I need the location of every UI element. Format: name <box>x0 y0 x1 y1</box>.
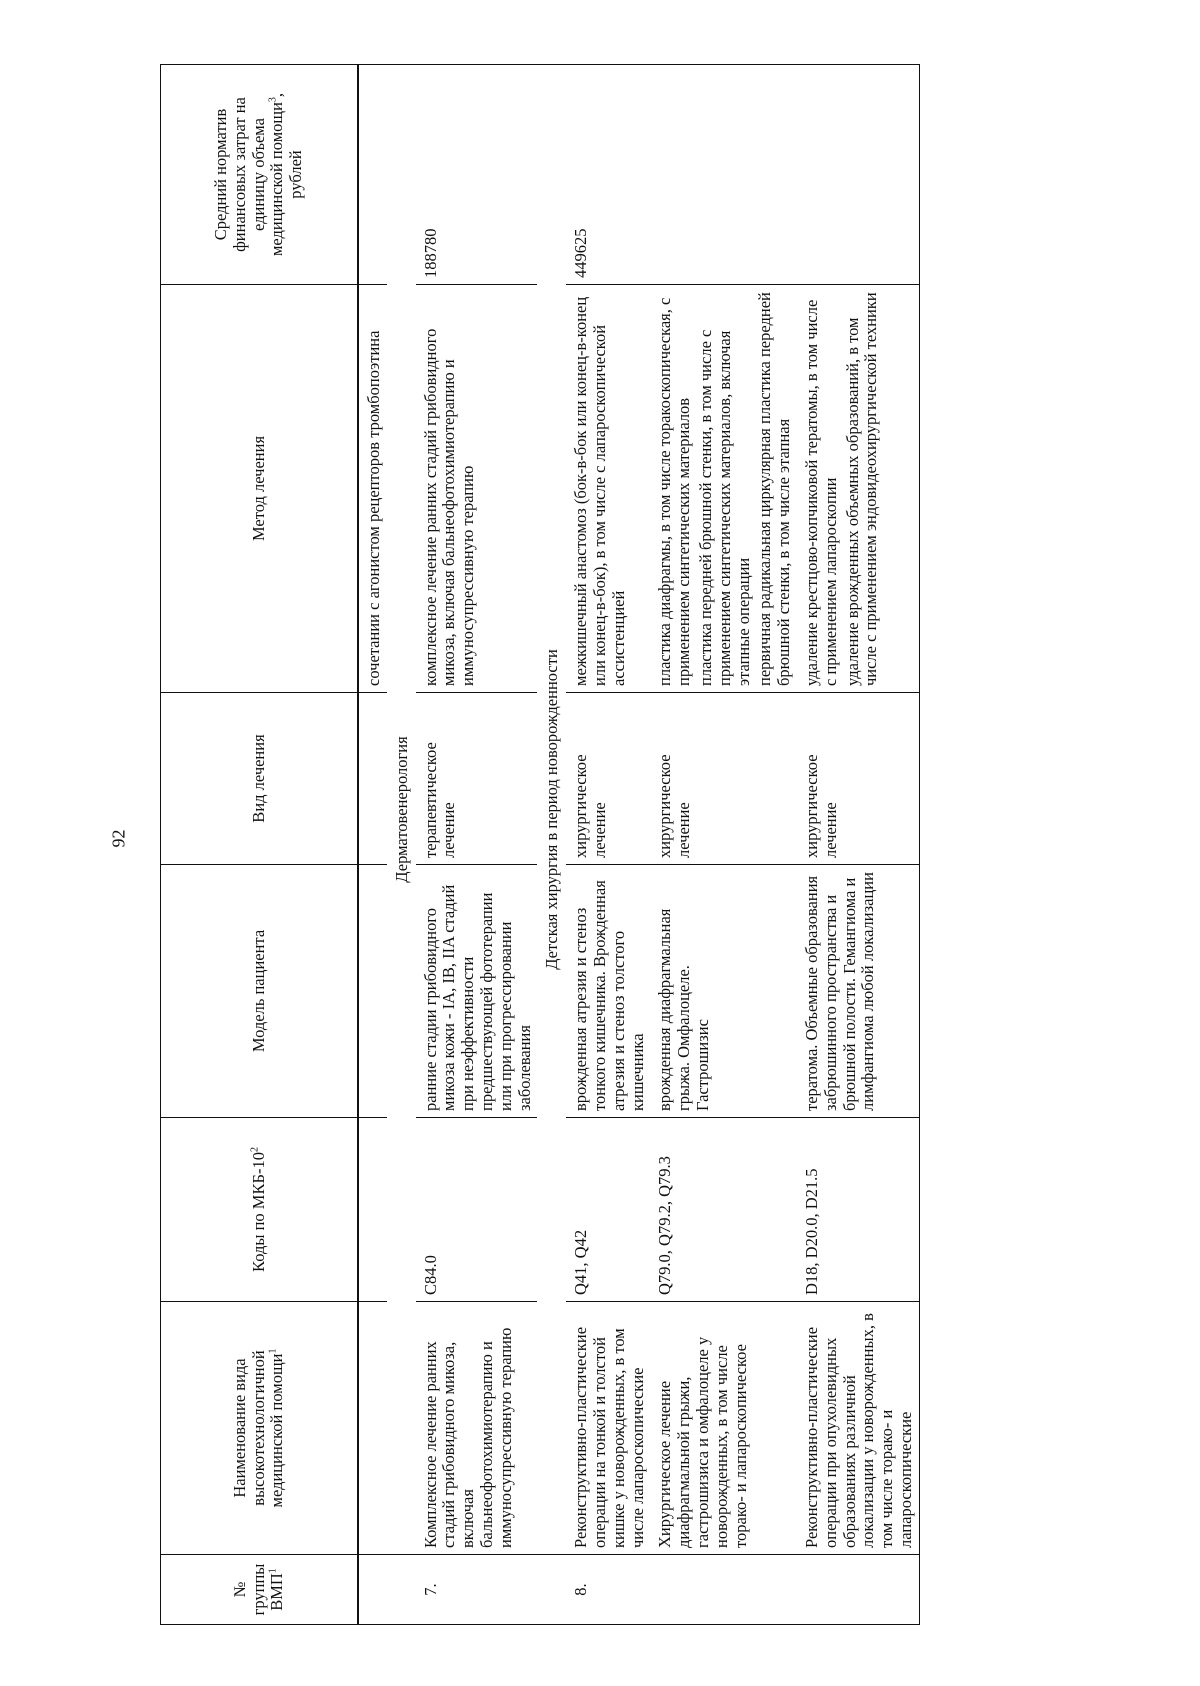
section-title: Дерматовенерология <box>387 65 416 1555</box>
table-row-continuation <box>358 65 387 1625</box>
table-row <box>797 65 919 1625</box>
method-cell: сочетании с агонистом рецепторов тромбопоэтина <box>358 285 387 693</box>
header-cost: Средний норматив финансовых затрат на единицу объема медицинской помощи$^3$, рублей <box>161 65 359 285</box>
codes-cell: Q41, Q42 <box>566 1118 650 1302</box>
header-model: Модель пациента <box>161 865 359 1118</box>
method-item: удаление врожденных объемных образований, в том числе с применением эндовидеохирургической техники <box>842 292 881 686</box>
codes-cell: D18, D20.0, D21.5 <box>797 1118 919 1302</box>
group-number-cell <box>797 1555 919 1625</box>
method-cell: межкишечный анастомоз (бок-в-бок или конец-в-конец или конец-в-бок), в том числе с лапароскопической ассистенцией <box>566 285 650 693</box>
section-row <box>387 65 416 1625</box>
group-number-cell <box>650 1555 797 1625</box>
method-item: удаление крестцово-копчиковой тератомы, в том числе с применением лапароскопии <box>801 299 840 686</box>
vmp-table <box>160 64 920 1625</box>
method-item: пластика передней брюшной стенки, в том числе с применением синтетических материалов, включая этапные операции <box>695 329 753 686</box>
method-item: пластика диафрагмы, в том числе торакоскопическая, с применением синтетических материалов <box>655 297 694 686</box>
rotated-table-container <box>160 65 1185 1625</box>
header-name: Наименование вида высокотехнологичной медицинской помощи$^1$ <box>161 1302 359 1555</box>
group-number-cell: 8. <box>566 1555 650 1625</box>
name-cell: Комплексное лечение ранних стадий грибовидного микоза, включая бальнеофотохимиотерапию и иммуносупрессивную терапию <box>416 1302 538 1555</box>
name-cell: Хирургическое лечение диафрагмальной грыжи, гастрошизиса и омфалоцеле у новорожденных, в том числе торако- и лапароскопическое <box>650 1302 797 1555</box>
method-cell <box>650 285 797 693</box>
method-item: первичная радикальная циркулярная пластика передней брюшной стенки, в том числе этапная <box>755 292 794 686</box>
model-cell: ранние стадии грибовидного микоза кожи - IA, IB, IIA стадий при неэффективности предшествующей фототерапии или при прогрессировании заболевания <box>416 865 538 1118</box>
header-kind: Вид лечения <box>161 693 359 865</box>
method-cell <box>797 285 919 693</box>
name-cell: Реконструктивно-пластические операции при опухолевидных образованиях различной локализации у новорожденных, в том числе торако- и лапароскопические <box>797 1302 919 1555</box>
table-header-row <box>161 65 359 1625</box>
table-row <box>650 65 797 1625</box>
header-group-number: № группы ВМП$^1$ <box>161 1555 359 1625</box>
kind-cell: хирургическое лечение <box>650 693 797 865</box>
cost-cell: 449625 <box>566 65 650 285</box>
table-row <box>566 65 650 1625</box>
codes-cell: Q79.0, Q79.2, Q79.3 <box>650 1118 797 1302</box>
header-codes: Коды по МКБ-$10^2$ <box>161 1118 359 1302</box>
page-number: 92 <box>108 829 129 848</box>
cost-cell <box>650 65 797 285</box>
section-title: Детская хирургия в период новорожденности <box>537 65 566 1555</box>
kind-cell: хирургическое лечение <box>566 693 650 865</box>
kind-cell: терапевтическое лечение <box>416 693 538 865</box>
codes-cell: C84.0 <box>416 1118 538 1302</box>
cost-cell: 188780 <box>416 65 538 285</box>
cost-cell <box>797 65 919 285</box>
model-cell: врожденная атрезия и стеноз тонкого кишечника. Врожденная атрезия и стеноз толстого кишечника <box>566 865 650 1118</box>
section-row <box>537 65 566 1625</box>
name-cell: Реконструктивно-пластические операции на тонкой и толстой кишке у новорожденных, в том числе лапароскопические <box>566 1302 650 1555</box>
table-row <box>416 65 538 1625</box>
header-method: Метод лечения <box>161 285 359 693</box>
model-cell: врожденная диафрагмальная грыжа. Омфалоцеле. Гастрошизис <box>650 865 797 1118</box>
method-cell: комплексное лечение ранних стадий грибовидного микоза, включая бальнеофотохимиотерапию и иммуносупрессивную терапию <box>416 285 538 693</box>
model-cell: тератома. Объемные образования забрюшинного пространства и брюшной полости. Гемангиома и лимфангиома любой локализации <box>797 865 919 1118</box>
group-number-cell: 7. <box>416 1555 538 1625</box>
kind-cell: хирургическое лечение <box>797 693 919 865</box>
